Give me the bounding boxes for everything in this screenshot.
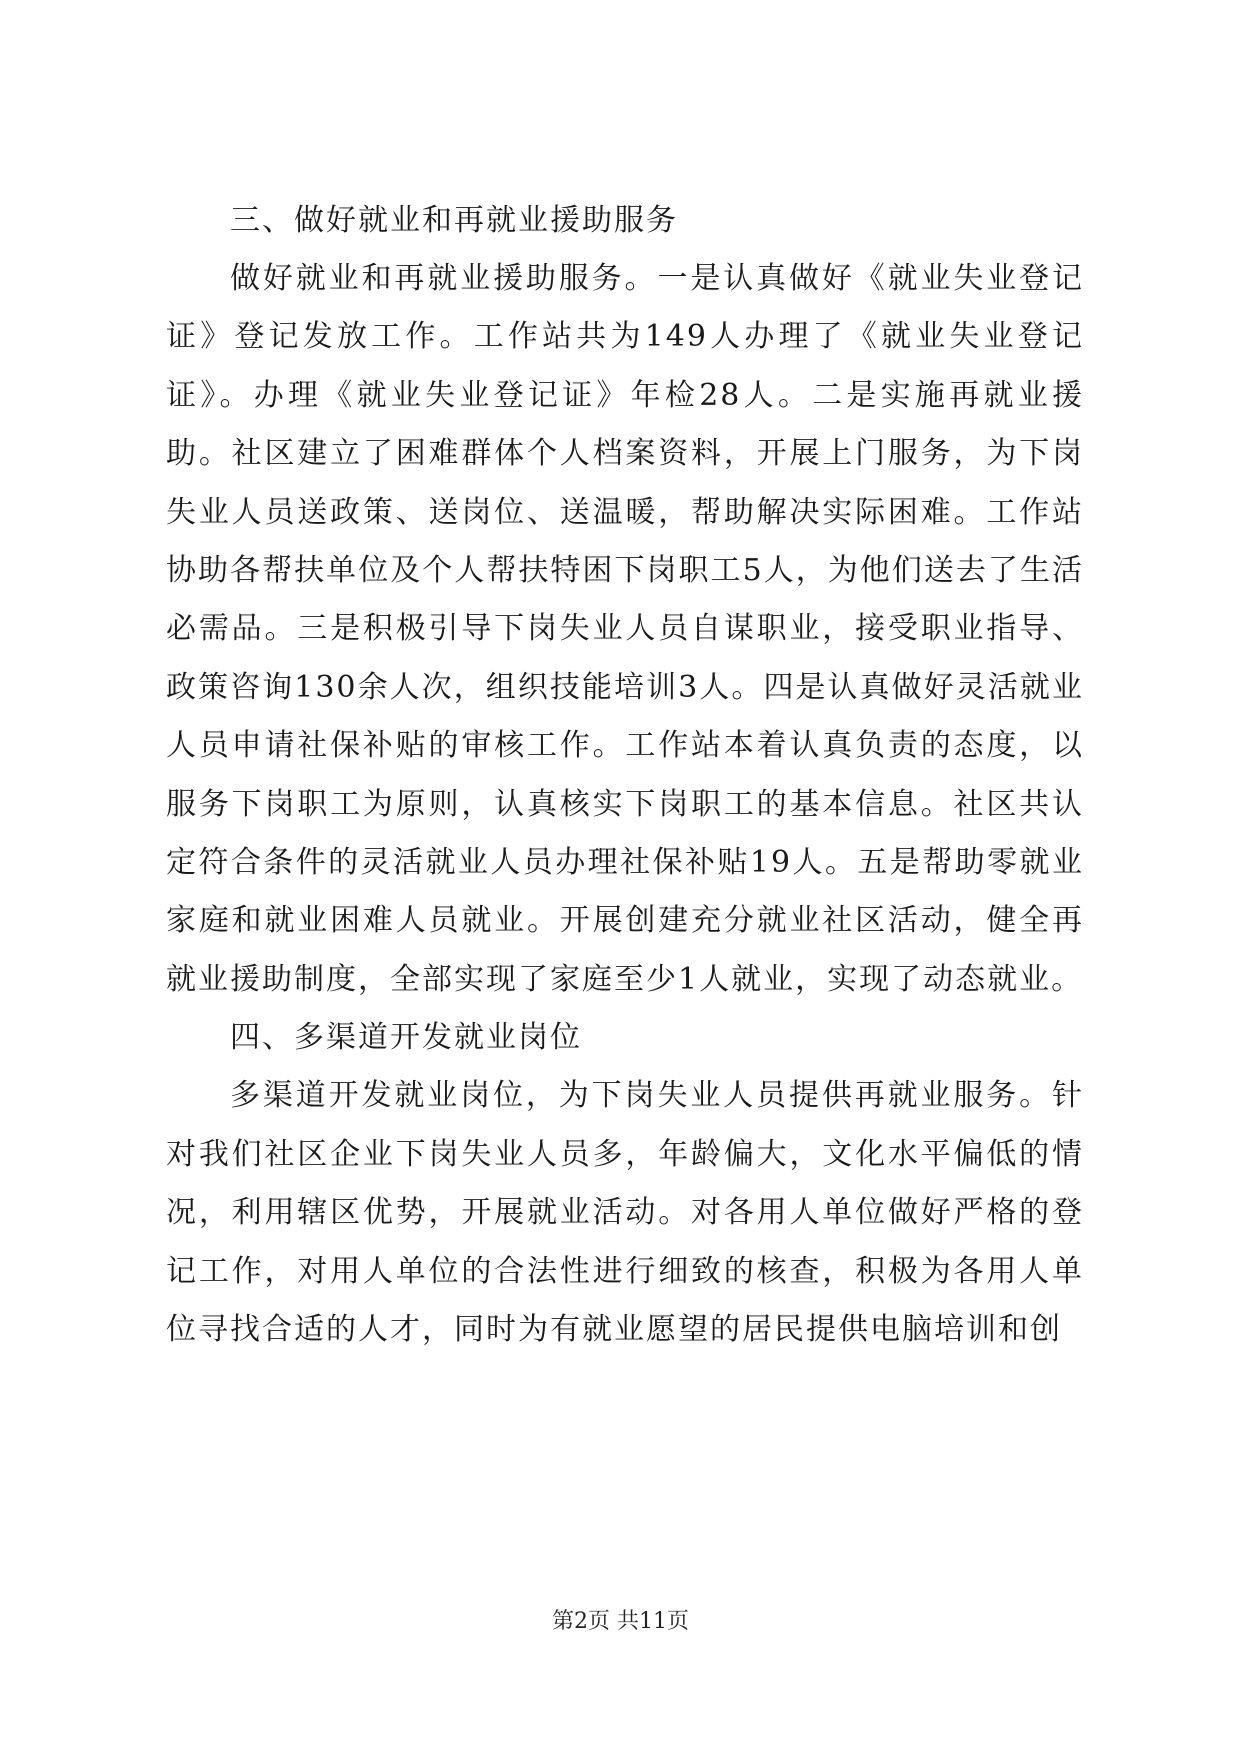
section-heading-4: 四、多渠道开发就业岗位 bbox=[230, 1020, 582, 1056]
section-paragraph-4: 多渠道开发就业岗位，为下岗失业人员提供再就业服务。针对我们社区企业下岗失业人员多，年龄偏大，文化水平偏低的情况，利用辖区优势，开展就业活动。对各用人单位做好严格的登记工作，对用人单位的合法性进行细致的核查，积极为各用人单位寻找合适的人才，同时为有就业愿望的居民提供电脑培训和创 bbox=[166, 1078, 1084, 1347]
section-paragraph-3: 做好就业和再就业援助服务。一是认真做好《就业失业登记证》登记发放工作。工作站共为149人办理了《就业失业登记证》。办理《就业失业登记证》年检28人。二是实施再就业援助。社区建立了困难群体个人档案资料，开展上门服务，为下岗失业人员送政策、送岗位、送温暖，帮助解决实际困难。工作站协助各帮扶单位及个人帮扶特困下岗职工5人，为他们送去了生活必需品。三是积极引导下岗失业人员自谋职业，接受职业指导、政策咨询130余人次，组织技能培训3人。四是认真做好灵活就业人员申请社保补贴的审核工作。工作站本着认真负责的态度，以服务下岗职工为原则，认真核实下岗职工的基本信息。社区共认定符合条件的灵活就业人员办理社保补贴19人。五是帮助零就业家庭和就业困难人员就业。开展创建充分就业社区活动，健全再就业援助制度，全部实现了家庭至少1人就业，实现了动态就业。 bbox=[166, 261, 1084, 997]
section-heading-3: 三、做好就业和再就业援助服务 bbox=[230, 203, 678, 238]
page-number-footer: 第2页 共11页 bbox=[552, 1609, 689, 1634]
document-body bbox=[166, 192, 1084, 1359]
